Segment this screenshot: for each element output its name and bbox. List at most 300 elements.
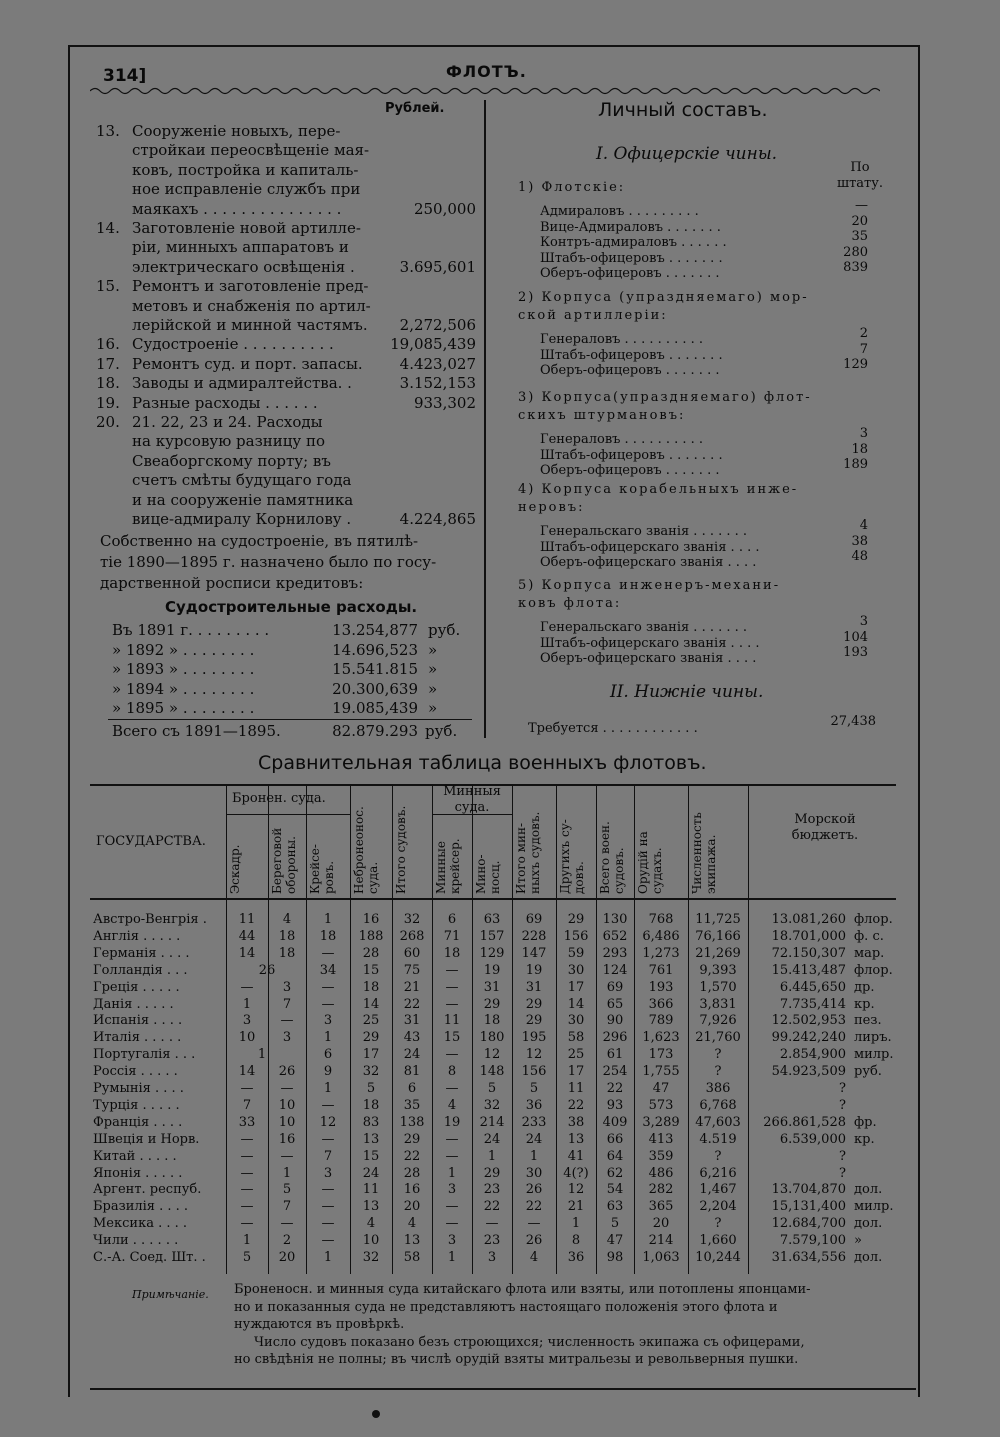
table-cell: 17 [567,979,585,995]
group-row-value: 189 [843,457,868,472]
note-line: но свѣдѣнія не полны; въ числѣ орудій взяты митральезы и револьверныя пушки. [234,1352,799,1367]
item-text-line: 21. 22, 23 и 24. Расходы [132,413,323,431]
group-row-label: Генеральскаго званія . . . . . . . [540,524,748,539]
table-cell: 8 [571,1233,581,1249]
budget-value: 18.701,000 [771,928,846,944]
table-cell: 11 [443,1013,461,1029]
item-number: 14. [96,219,120,237]
note-label: Примѣчаніе. [132,1288,209,1301]
table-cell: 296 [602,1030,628,1046]
table-cell: 32 [362,1250,380,1265]
table-cell: 81 [403,1064,421,1080]
item-amount: 2,272,506 [399,316,476,334]
table-cell: — [321,1199,335,1215]
state-name: Голландія . . . [93,962,188,978]
wavy-rule [90,86,880,96]
state-name: Аргент. респуб. [93,1182,202,1198]
group-row-value: 104 [843,629,868,645]
ship-row-amount: 15.541.815 [332,660,418,678]
state-name: Франція . . . . [93,1114,183,1130]
budget-value: 54.923,509 [771,1064,846,1080]
group-row-value: 4 [859,518,868,533]
table-cell: 1 [282,1165,292,1181]
ship-row-unit: » [428,699,438,717]
column-header: Итого мин- ныхъ судовъ. [514,811,542,894]
table-cell: 15 [362,1148,380,1164]
group-row-label: Генеральскаго званія . . . . . . . [540,620,748,635]
table-cell: 3 [282,1030,292,1046]
table-cell: 25 [362,1013,380,1029]
item-amount: 4.423,027 [399,354,476,373]
budget-currency: мар. [854,945,885,961]
table-cell: 93 [606,1097,624,1113]
budget-value: 7.735,414 [779,996,846,1012]
item-text-line: ковъ, постройка и капиталь- [132,160,359,179]
table-cell: 26 [278,1064,296,1080]
paragraph-line: тіе 1890—1895 г. назначено было по госу- [100,553,437,571]
table-cell: 23 [483,1233,501,1249]
budget-currency: дол. [854,1182,883,1198]
table-cell: 1,623 [642,1030,680,1046]
table-cell: 10 [278,1114,296,1130]
group-row-value: 38 [851,533,868,549]
table-cell: — [321,979,335,995]
ship-row-amount: 13.254,877 [332,621,418,639]
budget-value: 31.634,556 [771,1250,846,1265]
table-cell: 1,570 [699,979,737,995]
table-cell: 36 [525,1097,543,1113]
table-cell: 16 [278,1131,296,1147]
column-header: Крейсе- ровъ. [308,844,336,894]
item-text-line: маякахъ . . . . . . . . . . . . . . . [132,199,342,218]
table-cell: 10 [238,1030,256,1046]
item-text-line: ное исправленіе службъ при [132,180,361,199]
table-cell: 15 [443,1030,461,1046]
table-cell: 2,204 [699,1199,737,1215]
item-text-line: вице-адмиралу Корнилову . [132,510,352,528]
budget-currency: кр. [854,1131,875,1147]
budget-header: Морской бюджетъ. [791,812,859,843]
table-cell: 12 [525,1047,543,1063]
state-name: Китай . . . . . [93,1148,177,1164]
table-cell: 14 [238,1064,256,1080]
state-name: Румынія . . . . [93,1081,184,1096]
table-cell: — [321,945,335,961]
item-amount: 250,000 [413,199,476,218]
table-cell: 47 [606,1233,624,1249]
table-cell: 12 [319,1114,337,1130]
shipbuilding-heading: Судостроительные расходы. [165,598,418,616]
table-cell: 58 [403,1250,421,1265]
ink-dot [372,1410,380,1418]
table-cell: 22 [606,1081,624,1096]
column-header: Всего воен. судовъ. [598,821,626,894]
table-cell: 10,244 [695,1250,741,1265]
table-cell: 768 [648,912,674,927]
table-cell: — [280,1148,294,1164]
item-text-line: на курсовую разницу по [132,432,326,451]
table-cell: 1 [323,1081,333,1096]
table-cell: 1 [257,1047,267,1063]
table-cell: 1 [242,1233,252,1249]
table-cell: — [280,1013,294,1029]
group-row-label: Оберъ-офицеровъ . . . . . . . [540,363,720,378]
table-cell: 413 [648,1131,674,1147]
table-cell: 63 [606,1199,624,1215]
table-cell: 64 [606,1148,624,1164]
minnye-header: Минныя суда. [443,784,501,815]
table-cell: 3,831 [699,996,737,1012]
group-heading: 4) Корпуса корабельныхъ инже- [518,482,799,497]
table-cell: 5 [487,1081,497,1096]
table-cell: 789 [648,1013,674,1029]
table-cell: 63 [483,912,501,927]
table-cell: 10 [278,1097,296,1113]
item-text-line: Сооруженіе новыхъ, пере- [132,122,341,140]
budget-currency: пез. [854,1013,882,1029]
table-cell: 18 [483,1013,501,1029]
table-cell: — [321,1216,335,1232]
column-header: Другихъ су- довъ. [558,819,586,894]
table-cell: 7,926 [699,1013,737,1029]
table-cell: 21,269 [695,945,741,961]
table-cell: 34 [319,962,337,978]
table-cell: — [527,1216,541,1232]
table-cell: 180 [479,1030,505,1046]
table-cell: 6 [407,1081,417,1096]
table-cell: 62 [606,1165,624,1181]
note-line: нуждаются въ провѣркѣ. [234,1317,405,1332]
table-cell: 61 [606,1047,624,1063]
running-title: ФЛОТЪ. [446,62,527,81]
group-row-value: 35 [851,229,868,244]
table-cell: 1 [529,1148,539,1164]
table-cell: 21 [567,1199,585,1215]
item-text-line: Разные расходы . . . . . . [132,393,318,412]
table-cell: — [280,1081,294,1096]
bronen-group-rule [226,814,350,815]
table-cell: 58 [567,1030,585,1046]
state-name: Германія . . . . [93,945,190,961]
table-cell: — [445,1131,459,1147]
table-cell: 23 [483,1182,501,1198]
table-cell: 7 [242,1097,252,1113]
budget-currency: флор. [854,912,893,927]
table-cell: 365 [648,1199,674,1215]
group-row-label: Штабъ-офицеровъ . . . . . . . [540,447,723,463]
state-name: Англія . . . . . [93,928,181,944]
table-cell: 19 [483,962,501,978]
table-cell: 3 [487,1250,497,1265]
group-heading: ковъ флота: [518,596,622,611]
table-cell: 573 [648,1097,674,1113]
budget-value: 72.150,307 [771,945,846,961]
budget-currency: ф. с. [854,928,884,944]
column-header: Небронеонос. суда. [352,806,380,894]
table-cell: 33 [238,1114,256,1130]
table-cell: — [240,1199,254,1215]
table-cell: 22 [567,1097,585,1113]
table-cell: 16 [362,912,380,927]
state-name: Швеція и Норв. [93,1131,200,1147]
column-header: Орудій на судахъ. [636,831,664,894]
note-line: Броненосн. и минныя суда китайскаго флота или взяты, или потоплены японцами- [234,1282,811,1297]
budget-value: 99.242,240 [771,1030,846,1046]
table-cell: — [445,1081,459,1096]
group-heading: 3) Корпуса(упраздняемаго) флот- [518,390,812,405]
group-row-label: Оберъ-офицеровъ . . . . . . . [540,463,720,478]
item-number: 16. [96,335,120,354]
budget-value: 7.579,100 [779,1233,846,1249]
state-name: Мексика . . . . [93,1216,188,1232]
table-cell: 29 [483,996,501,1012]
table-cell: — [240,1148,254,1164]
group-row-value: 280 [843,244,868,260]
table-cell: 1 [323,912,333,927]
table-cell: 1,755 [642,1064,680,1080]
budget-value: 6.445,650 [779,979,846,995]
table-cell: 41 [567,1148,585,1164]
ship-row-label: » 1893 » . . . . . . . . [112,660,255,678]
budget-currency: кр. [854,996,875,1012]
table-cell: — [445,1216,459,1232]
table-cell: 18 [362,979,380,995]
table-cell: 8 [447,1064,457,1080]
table-cell: 148 [479,1064,505,1080]
state-name: Австро-Венгрія . [93,912,207,927]
table-cell: 71 [443,928,461,944]
page-bottom-rule [90,1388,916,1390]
table-cell: — [280,1216,294,1232]
table-cell: 366 [648,996,674,1012]
table-cell: 11 [238,912,256,927]
table-cell: 5 [242,1250,252,1265]
table-cell: 233 [521,1114,547,1130]
group-row-value: 18 [851,441,868,457]
budget-currency: руб. [854,1064,882,1080]
table-cell: 20 [652,1216,670,1232]
table-cell: 4 [529,1250,539,1265]
state-name: Данія . . . . . [93,996,174,1012]
item-text-line: стройкаи переосвѣщеніе мая- [132,141,370,160]
table-cell: 7 [323,1148,333,1164]
table-cell: — [445,996,459,1012]
table-cell: 18 [278,928,296,944]
budget-currency: милр. [854,1199,894,1215]
table-cell: 60 [403,945,421,961]
table-cell: 54 [606,1182,624,1198]
table-cell: 3,289 [642,1114,680,1130]
table-cell: 1 [487,1148,497,1164]
ship-row-unit: » [428,660,438,678]
column-header: Минные крейсер. [434,838,462,894]
table-cell: — [445,1199,459,1215]
column-header: Итого судовъ. [394,805,408,894]
table-cell: 59 [567,945,585,961]
group-heading: неровъ: [518,500,585,515]
table-cell: 409 [602,1114,628,1130]
table-cell: 66 [606,1131,624,1147]
state-name: Россія . . . . . [93,1064,178,1080]
table-cell: 47 [652,1081,670,1096]
table-cell: 69 [606,979,624,995]
bronen-header: Бронен. суда. [232,791,326,806]
table-cell: 22 [403,996,421,1012]
table-cell: 15 [362,962,380,978]
table-cell: 16 [403,1182,421,1198]
table-cell: 1 [323,1030,333,1046]
table-cell: 43 [403,1030,421,1046]
table-cell: 9 [323,1064,333,1080]
table-cell: 28 [362,945,380,961]
table-cell: 6,768 [699,1097,737,1113]
table-cell: 26 [525,1233,543,1249]
table-cell: 24 [483,1131,501,1147]
table-cell: 1 [571,1216,581,1232]
table-cell: 35 [403,1097,421,1113]
column-header: Береговой обороны. [270,827,298,894]
item-amount: 3.152,153 [399,374,476,393]
ship-row-unit: » [428,640,438,659]
table-cell: 1,660 [699,1233,737,1249]
group-row-label: Оберъ-офицеровъ . . . . . . . [540,266,720,281]
table-cell: 11,725 [695,912,741,927]
table-cell: 32 [362,1064,380,1080]
item-number: 15. [96,277,120,296]
ship-row-amount: 19.085,439 [332,699,418,717]
table-cell: 4 [366,1216,376,1232]
group-row-value: — [855,198,868,213]
state-name: Чили . . . . . . [93,1233,179,1249]
group-heading: ской артиллеріи: [518,308,668,323]
item-text-line: Судостроеніе . . . . . . . . . . [132,335,334,354]
table-cell: 17 [567,1064,585,1080]
table-cell: 17 [362,1047,380,1063]
table-cell: — [240,1131,254,1147]
table-header-rule [90,898,896,900]
officers-subtitle: I. Офицерскіе чины. [596,144,778,164]
table-cell: 18 [443,945,461,961]
required-label: Требуется . . . . . . . . . . . . [528,721,698,736]
table-cell: 65 [606,996,624,1012]
table-cell: 486 [648,1165,674,1181]
personnel-title: Личный составъ. [598,99,768,121]
table-cell: — [321,1182,335,1198]
table-cell: 195 [521,1030,547,1046]
table-cell: 19 [525,962,543,978]
group-row-label: Оберъ-офицерскаго званія . . . . [540,651,757,666]
table-cell: — [445,1148,459,1164]
table-cell: 30 [567,1013,585,1029]
table-cell: 6,486 [642,928,680,944]
table-cell: 12 [483,1047,501,1063]
table-cell: 14 [567,996,585,1012]
budget-value: 12.684,700 [771,1216,846,1232]
shipbuilding-total-unit: руб. [425,722,458,740]
item-text-line: Ремонтъ суд. и порт. запасы. [132,354,363,373]
table-cell: 30 [567,962,585,978]
table-cell: 293 [602,945,628,961]
table-cell: 18 [278,945,296,961]
table-cell: 1 [447,1165,457,1181]
table-cell: — [240,1081,254,1096]
table-cell: 156 [521,1064,547,1080]
group-row-label: Генераловъ . . . . . . . . . . [540,432,704,447]
table-cell: 228 [521,928,547,944]
table-cell: 21 [403,979,421,995]
item-number: 17. [96,354,120,373]
state-name: Испанія . . . . [93,1013,183,1029]
table-cell: 268 [399,928,425,944]
paragraph-line: Собственно на судостроеніе, въ пятилѣ- [100,532,419,550]
table-cell: — [321,1131,335,1147]
table-cell: 5 [610,1216,620,1232]
table-cell: 1,467 [699,1182,737,1198]
table-cell: 6,216 [699,1165,737,1181]
table-cell: 7 [282,1199,292,1215]
group-row-label: Штабъ-офицеровъ . . . . . . . [540,250,723,266]
budget-value: 6.539,000 [779,1131,846,1147]
shipbuilding-total-label: Всего съ 1891—1895. [112,722,281,740]
table-cell: 13 [362,1199,380,1215]
group-row-value: 129 [843,357,868,372]
table-cell: — [445,979,459,995]
column-divider [484,100,486,738]
sum-rule [108,719,472,720]
state-name: Греція . . . . . [93,979,180,995]
table-cell: 214 [479,1114,505,1130]
ship-row-amount: 20.300,639 [332,679,418,698]
table-cell: 5 [366,1081,376,1096]
item-amount: 3.695,601 [399,257,476,276]
item-text-line: метовъ и снабженія по артил- [132,296,371,315]
table-cell: 5 [282,1182,292,1198]
table-cell: 4.519 [699,1131,737,1147]
table-cell: — [240,1182,254,1198]
budget-currency: » [854,1233,862,1249]
table-cell: 20 [278,1250,296,1265]
budget-value: 2.854,900 [779,1047,846,1063]
table-cell: 29 [403,1131,421,1147]
table-cell: 173 [648,1047,674,1063]
budget-value: ? [839,1081,846,1096]
table-cell: 6 [447,912,457,927]
table-cell: 13 [362,1131,380,1147]
table-cell: 2 [282,1233,292,1249]
ship-row-label: Въ 1891 г. . . . . . . . . [112,621,270,639]
table-cell: 11 [362,1182,380,1198]
table-cell: 22 [483,1199,501,1215]
column-header: Мино- носц. [474,854,502,894]
table-cell: 6 [323,1047,333,1063]
item-amount: 4.224,865 [399,510,476,528]
table-cell: 3 [447,1233,457,1249]
budget-currency: фр. [854,1114,877,1130]
table-cell: 28 [403,1165,421,1181]
table-cell: 1 [447,1250,457,1265]
item-text-line: счетъ смѣты будущаго года [132,471,352,490]
table-cell: 29 [362,1030,380,1046]
table-cell: — [240,1165,254,1181]
group-heading: скихъ штурмановъ: [518,408,686,423]
table-cell: 3 [323,1165,333,1181]
budget-currency: флор. [854,962,893,978]
table-cell: 124 [602,962,628,978]
column-header: Эскадр. [228,844,242,894]
ship-row-label: » 1895 » . . . . . . . . [112,699,255,717]
table-cell: 29 [483,1165,501,1181]
item-text-line: Ремонтъ и заготовленіе пред- [132,277,369,296]
